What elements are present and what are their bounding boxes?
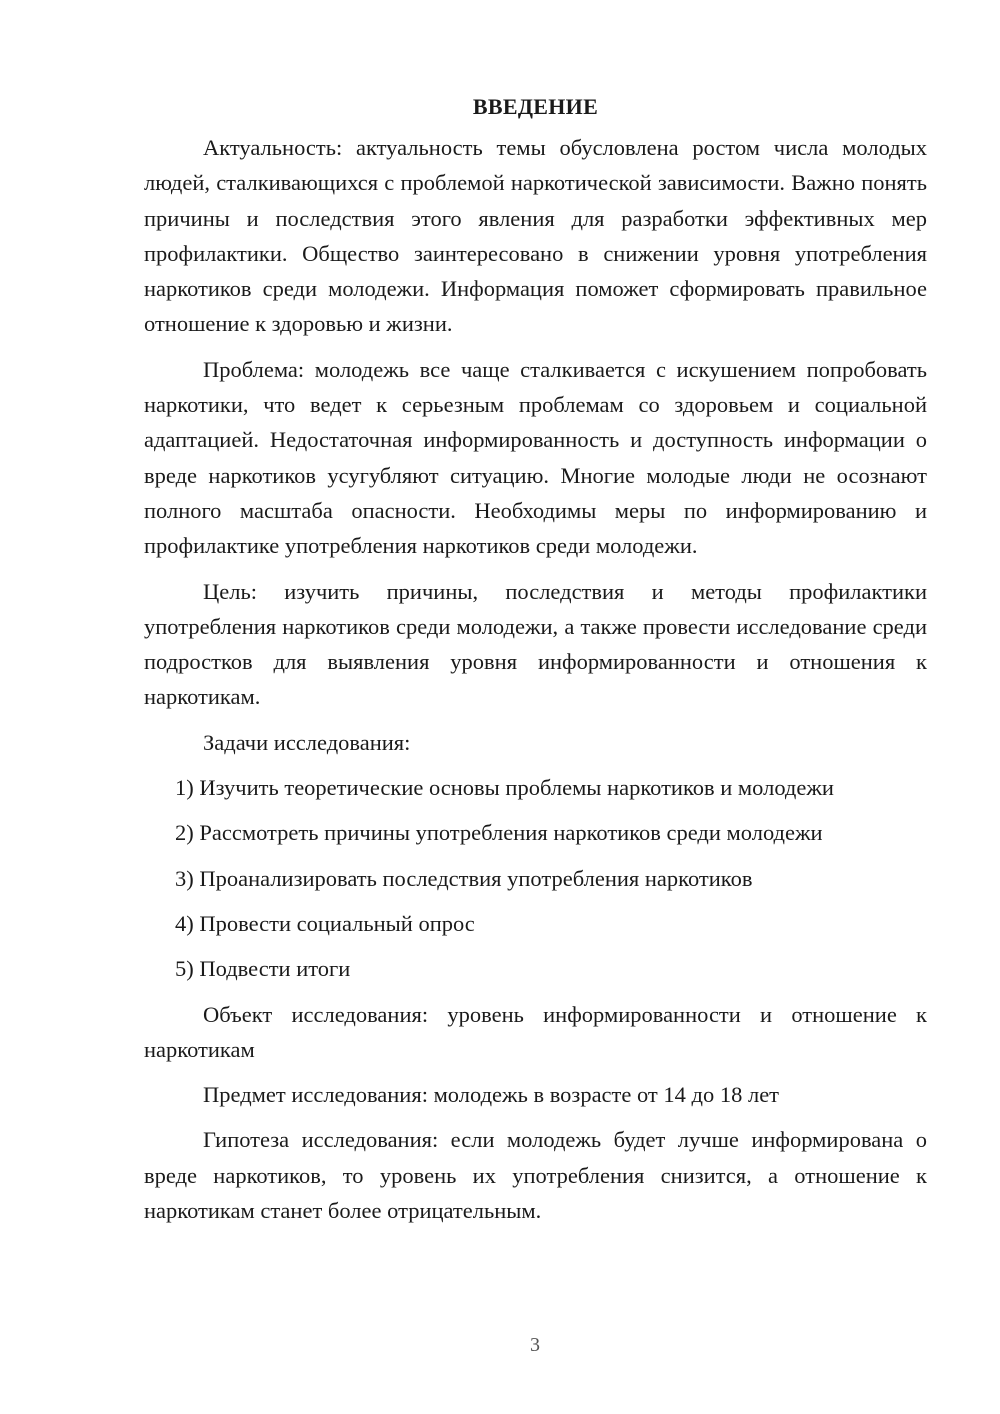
task-item: 1) Изучить теоретические основы проблемы наркотиков и молодежи: [175, 775, 834, 801]
section-title: ВВЕДЕНИЕ: [472, 94, 599, 119]
task-item: 4) Провести социальный опрос: [175, 910, 475, 936]
page-number: 3: [530, 1334, 540, 1356]
hypothesis-paragraph: Гипотеза исследования: если молодежь будет лучше информирована о вреде наркотиков, то уровень их употребления снизится, а отношение к наркотикам станет более отрицательным.: [144, 1127, 927, 1224]
task-item: 5) Подвести итоги: [175, 956, 351, 982]
document-page: [144, 92, 927, 1238]
goal-paragraph: Цель: изучить причины, последствия и методы профилактики употребления наркотиков среди молодежи, а также провести исследование среди подростков для выявления уровня информированности и отношения к наркотикам.: [144, 578, 927, 710]
relevance-paragraph: Актуальность: актуальность темы обусловлена ростом числа молодых людей, сталкивающихся с проблемой наркотической зависимости. Важно понять причины и последствия этого явления для разработки эффективных мер профилактики. Общество заинтересовано в снижении уровня употребления наркотиков среди молодежи. Информация поможет сформировать правильное отношение к здоровью и жизни.: [144, 135, 927, 337]
task-item: 3) Проанализировать последствия употребления наркотиков: [175, 865, 753, 891]
subject-paragraph: Предмет исследования: молодежь в возрасте от 14 до 18 лет: [203, 1082, 780, 1108]
problem-paragraph: Проблема: молодежь все чаще сталкивается с искушением попробовать наркотики, что ведет к серьезным проблемам со здоровьем и социальной адаптацией. Недостаточная информированность и доступность информации о вреде наркотиков усугубляют ситуацию. Многие молодые люди не осознают полного масштаба опасности. Необходимы меры по информированию и профилактике употребления наркотиков среди молодежи.: [144, 356, 927, 559]
object-paragraph: Объект исследования: уровень информированности и отношение к наркотикам: [144, 1001, 927, 1062]
task-item: 2) Рассмотреть причины употребления наркотиков среди молодежи: [175, 820, 823, 846]
tasks-heading: Задачи исследования:: [203, 729, 411, 755]
